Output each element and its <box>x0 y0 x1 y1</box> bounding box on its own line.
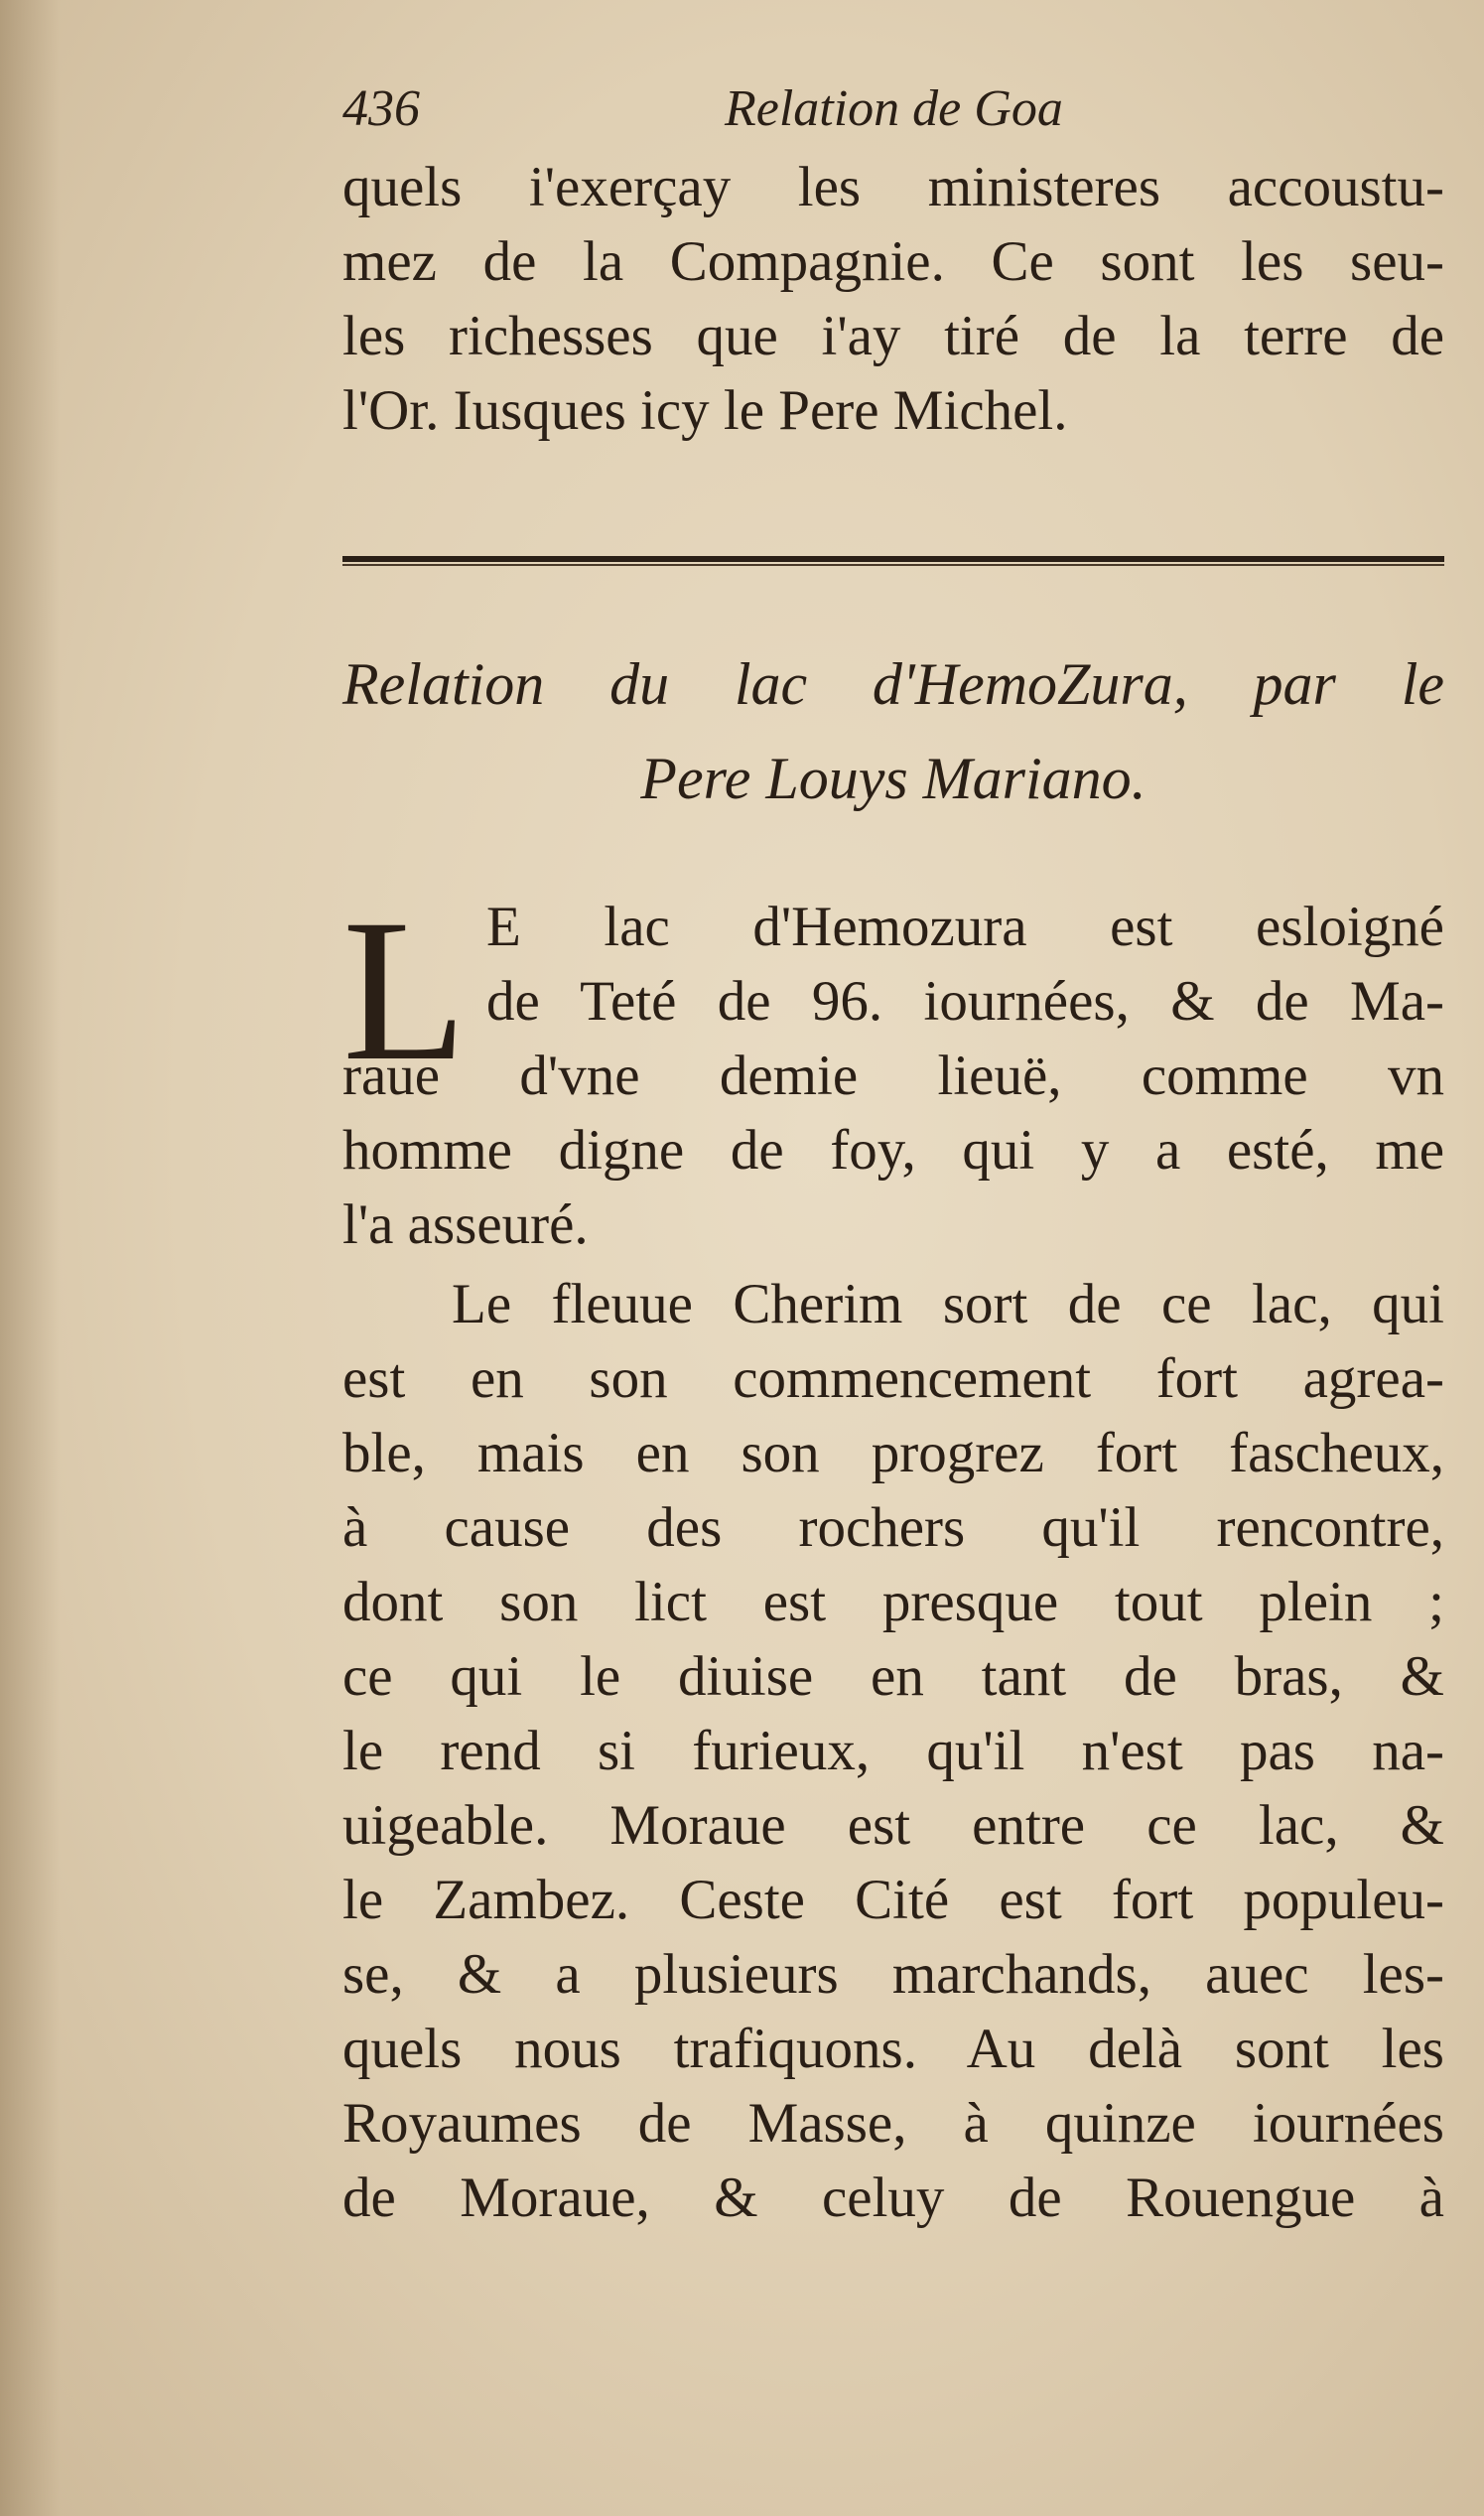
text-line: Royaumes de Masse, à quinze iournées <box>342 2092 1444 2155</box>
section-title-line-2: Pere Louys Mariano. <box>640 746 1147 811</box>
text-line: à cause des rochers qu'il rencontre, <box>342 1496 1444 1559</box>
text-line: Le fleuue Cherim sort de ce lac, qui <box>452 1273 1444 1335</box>
text-line: est en son commencement fort agrea- <box>342 1347 1444 1410</box>
text-line: mez de la Compagnie. Ce sont les seu- <box>342 230 1444 293</box>
page-header <box>342 79 1444 149</box>
drop-cap-letter: L <box>342 878 468 1103</box>
text-line: le rend si furieux, qu'il n'est pas na- <box>342 1720 1444 1782</box>
text-line: ce qui le diuise en tant de bras, & <box>342 1645 1444 1708</box>
text-line: l'a asseuré. <box>342 1193 589 1256</box>
text-line: dont son lict est presque tout plein ; <box>342 1571 1444 1633</box>
text-line: ble, mais en son progrez fort fascheux, <box>342 1422 1444 1484</box>
section-divider-rule <box>342 556 1444 566</box>
text-line: homme digne de foy, qui y a esté, me <box>342 1119 1444 1182</box>
text-line: quels nous trafiquons. Au delà sont les <box>342 2018 1444 2080</box>
running-title: Relation de Goa <box>725 80 1063 137</box>
text-line: les richesses que i'ay tiré de la terre de <box>342 305 1444 367</box>
text-line: raue d'vne demie lieuë, comme vn <box>342 1045 1444 1107</box>
text-line: de Moraue, & celuy de Rouengue à <box>342 2167 1444 2229</box>
text-line: uigeable. Moraue est entre ce lac, & <box>342 1794 1444 1857</box>
page-number: 436 <box>342 80 420 137</box>
text-line: de Teté de 96. iournées, & de Ma- <box>486 970 1444 1033</box>
text-line: quels i'exerçay les ministeres accoustu- <box>342 156 1444 218</box>
text-line: E lac d'Hemozura est esloigné <box>486 896 1444 958</box>
text-line: le Zambez. Ceste Cité est fort populeu- <box>342 1869 1444 1931</box>
section-title-line-1: Relation du lac d'HemoZura, par le <box>342 651 1444 717</box>
text-line: l'Or. Iusques icy le Pere Michel. <box>342 379 1068 442</box>
text-line: se, & a plusieurs marchands, auec les- <box>342 1943 1444 2006</box>
